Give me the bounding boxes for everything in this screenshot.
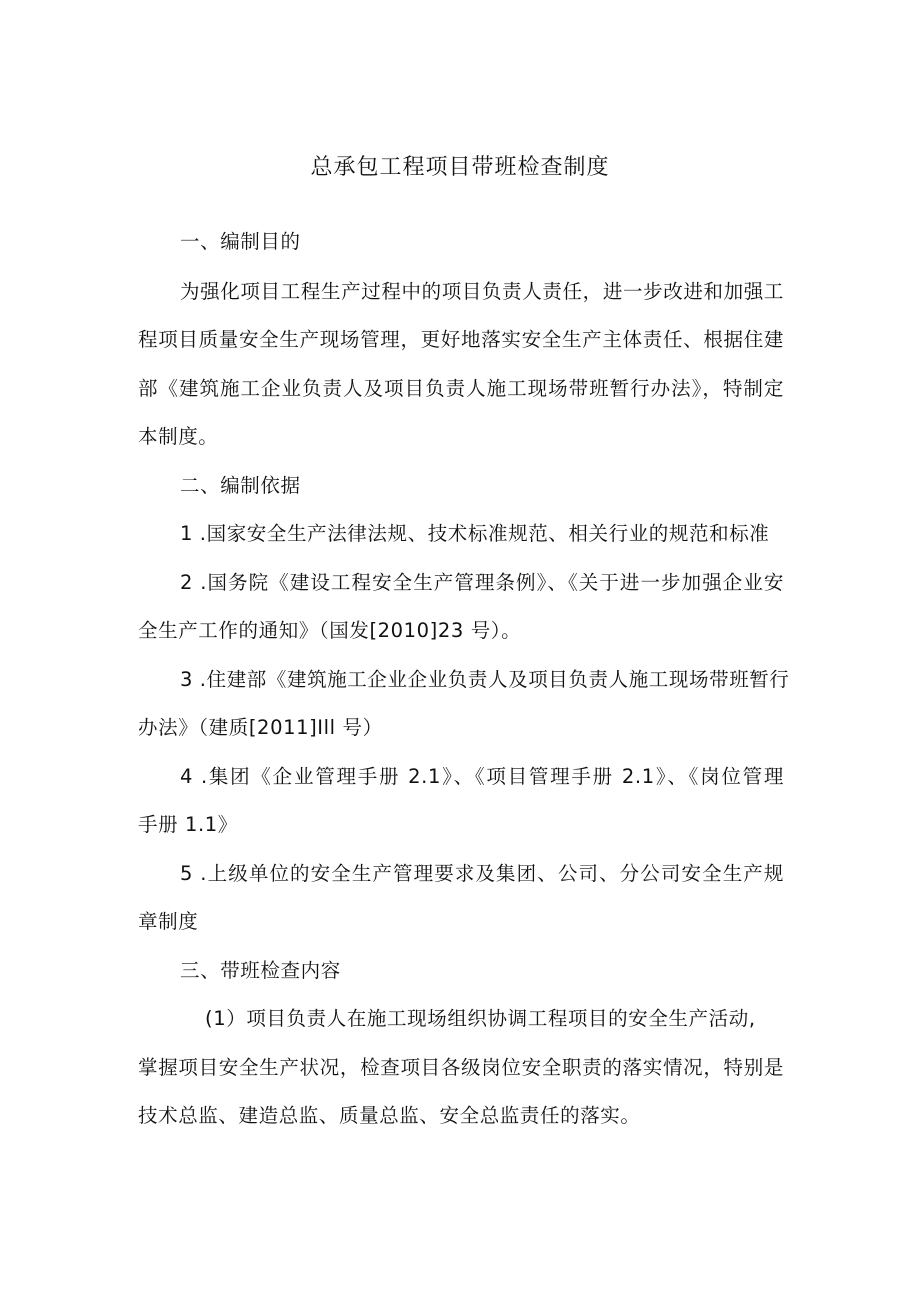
list-item-continued: 章制度 (138, 910, 199, 933)
section-heading-1: 一、编制目的 (180, 230, 301, 253)
list-item-continued: 全生产工作的通知》（国发[2010]23 号）。 (138, 619, 522, 642)
list-item: 2 .国务院《建设工程安全生产管理条例》、《关于进一步加强企业安 (180, 571, 784, 594)
paragraph-line: 程项目质量安全生产现场管理，更好地落实安全生产主体责任、根据住建 (138, 328, 784, 351)
list-item-continued: 办法》（建质[2011]Ill 号） (138, 716, 383, 739)
paragraph-line: 为强化项目工程生产过程中的项目负责人责任，进一步改进和加强工 (180, 280, 784, 303)
paragraph-line: 技术总监、建造总监、质量总监、安全总监责任的落实。 (138, 1104, 641, 1127)
list-item: 5 .上级单位的安全生产管理要求及集团、公司、分公司安全生产规 (180, 862, 784, 885)
section-heading-3: 三、带班检查内容 (180, 959, 341, 982)
section-heading-2: 二、编制依据 (180, 474, 301, 497)
paragraph-line: (1）项目负责人在施工现场组织协调工程项目的安全生产活动, (205, 1007, 756, 1030)
document-title: 总承包工程项目带班检查制度 (310, 155, 610, 180)
list-item-continued: 手册 1.1》 (138, 813, 238, 836)
paragraph-line: 部《建筑施工企业负责人及项目负责人施工现场带班暂行办法》，特制定 (138, 377, 784, 400)
list-item: 4 .集团《企业管理手册 2.1》、《项目管理手册 2.1》、《岗位管理 (180, 765, 784, 788)
list-item: 3 .住建部《建筑施工企业企业负责人及项目负责人施工现场带班暂行 (180, 668, 790, 691)
paragraph-line: 掌握项目安全生产状况，检查项目各级岗位安全职责的落实情况，特别是 (138, 1056, 784, 1079)
paragraph-line: 本制度。 (138, 425, 219, 448)
list-item: 1 .国家安全生产法律法规、技术标准规范、相关行业的规范和标准 (180, 522, 770, 545)
